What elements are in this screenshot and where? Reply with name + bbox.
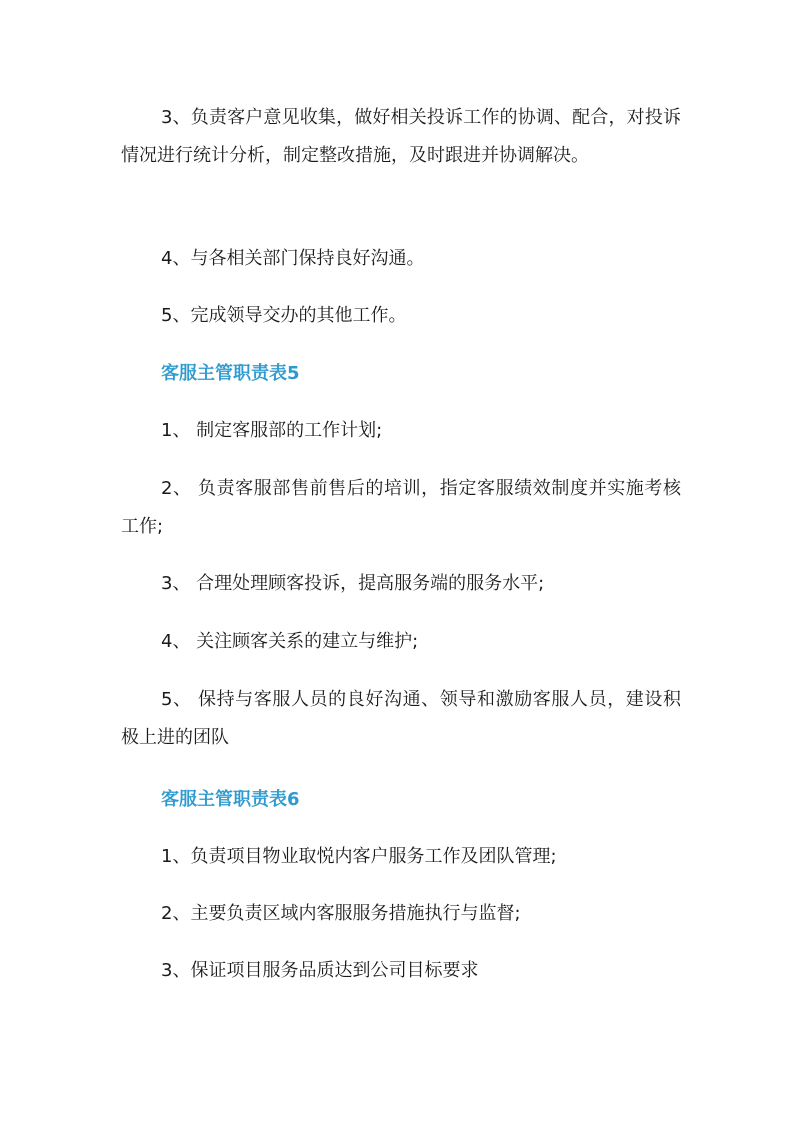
paragraph-item-4: 4、与各相关部门保持良好沟通。	[161, 248, 425, 269]
section-heading-6: 客服主管职责表6	[161, 789, 300, 810]
section6-item-1: 1、负责项目物业取悦内客户服务工作及团队管理;	[161, 846, 557, 867]
section5-item-5: 5、 保持与客服人员的良好沟通、领导和激励客服人员，建设积极上进的团队	[121, 689, 681, 748]
section5-item-1: 1、 制定客服部的工作计划;	[161, 420, 383, 441]
paragraph-item-3: 3、负责客户意见收集，做好相关投诉工作的协调、配合，对投诉情况进行统计分析，制定整改措施，及时跟进并协调解决。	[121, 107, 681, 166]
paragraph-item-5: 5、完成领导交办的其他工作。	[161, 305, 407, 326]
section5-item-3: 3、 合理处理顾客投诉，提高服务端的服务水平;	[161, 573, 545, 594]
section6-item-3: 3、保证项目服务品质达到公司目标要求	[161, 960, 479, 981]
section6-item-2: 2、主要负责区域内客服服务措施执行与监督;	[161, 903, 521, 924]
section-heading-5: 客服主管职责表5	[161, 363, 300, 384]
section5-item-2: 2、 负责客服部售前售后的培训，指定客服绩效制度并实施考核工作;	[121, 478, 681, 537]
section5-item-4: 4、 关注顾客关系的建立与维护;	[161, 631, 419, 652]
